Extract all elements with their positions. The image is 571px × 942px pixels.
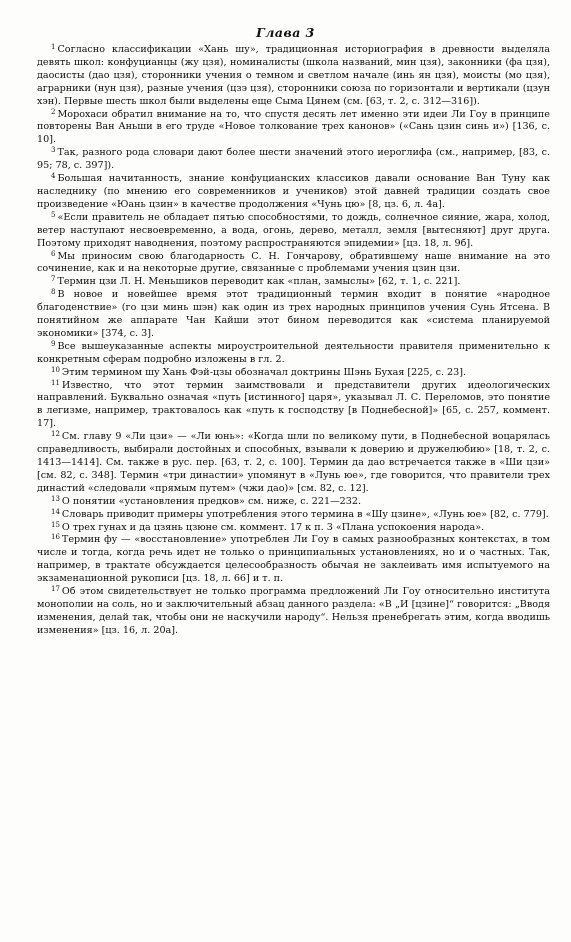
footnote-number: 9: [51, 339, 56, 348]
footnote: [37, 276, 550, 289]
footnote-number: 6: [51, 249, 56, 258]
footnote-number: 13: [51, 494, 60, 503]
footnote: [37, 341, 550, 367]
footnote-number: 7: [51, 275, 56, 284]
footnote: [37, 147, 550, 173]
footnote-number: 11: [51, 378, 60, 387]
footnote: [37, 44, 550, 109]
footnote: [37, 509, 550, 522]
footnote-text: О понятии «установления предков» см. ниже, с. 221—232.: [61, 495, 362, 507]
footnote-number: 12: [51, 430, 60, 439]
footnote-number: 1: [51, 43, 56, 51]
footnote-text: О трех гунах и да цзянь цзюне см. коммент. 17 к п. 3 «Плана успокоения народа».: [61, 521, 485, 533]
footnote: [37, 496, 550, 509]
footnote-text: Термин фу — «восстановление» употреблен Ли Гоу в самых разнообразных контекстах, в том числе и тогда, когда речь идет не только о принципиальных установлениях, но и о частных. Так, например, в трактате обсуждается целесообразность обычая не заклеивать имя испытуемого на экзаменационной рукописи [цз. 18, л. 66] и т. п.: [37, 534, 550, 585]
footnote-text: Согласно классификации «Хань шу», традиционная историография в древности выделяла девять школ: конфуцианцы (жу цзя), номиналисты (школа названий, мин цзя), законники (фа цзя), даосисты (дао цзя), сторонники учения о темном и светлом начале (инь ян цзя), моисты (мо цзя), аграрники (нун цзя), разные учения (цзэ цзя), сторонники союза по горизонтали и вертикали (цзун хэн). Первые шесть школ были выделены еще Сыма Цянем (см. [63, т. 2, с. 312—316]).: [37, 44, 550, 107]
footnotes-list: [37, 44, 550, 638]
footnote-number: 4: [51, 172, 56, 181]
footnote-number: 5: [51, 210, 56, 219]
footnote-number: 16: [51, 533, 60, 542]
footnote-text: Этим термином шу Хань Фэй-цзы обозначал доктрины Шэнь Бухая [225, с. 23].: [61, 366, 467, 378]
footnote-number: 14: [51, 507, 60, 516]
footnote-text: Словарь приводит примеры употребления этого термина в «Шу цзине», «Лунь юе» [82, с. 779].: [61, 508, 549, 520]
footnote-text: См. главу 9 «Ли цзи» — «Ли юнь»: «Когда шли по великому пути, в Поднебесной воцарялась справедливость, выбирали достойных и способных, взывали к доверию и дружелюбию» [18, т. 2, с. 1413—1414]. См. также в рус. пер. [63, т. 2, с. 100]. Термин да дао встречается также в «Ши цзи» [см. 82, с. 348]. Термин «три династии» упомянут в «Лунь юе», где говорится, что правители трех династий «следовали «прямым путем» (чжи дао)» [см. 82, с. 12].: [37, 431, 550, 494]
footnote-number: 15: [51, 520, 60, 529]
footnote-text: Известно, что этот термин заимствовали и представители других идеологических направлений. Буквально означая «путь [истинного] царя», указывал Л. С. Переломов, это понятие в легизме, например, трактовалось как «путь к господству [в Поднебесной]» [65, с. 257, коммент. 17].: [37, 379, 550, 430]
footnote-text: «Если правитель не обладает пятью способностями, то дождь, солнечное сияние, жара, холод, ветер наступают несвоевременно, а вода, огонь, дерево, металл, земля [вытесняют] друг друга. Поэтому приходят наводнения, поэтому распространяются эпидемии» [цз. 18, л. 9б].: [37, 211, 550, 249]
footnote: [37, 367, 550, 380]
footnote: [37, 586, 550, 638]
footnote: [37, 534, 550, 586]
footnote-number: 8: [51, 288, 56, 297]
footnote-number: 2: [51, 107, 56, 116]
footnote-text: Так, разного рода словари дают более шести значений этого иероглифа (см., например, [83, с. 95; 78, с. 397]).: [37, 147, 550, 172]
footnote-number: 10: [51, 365, 60, 374]
footnote-text: Об этом свидетельствует не только программа предложений Ли Гоу относительно института монополии на соль, но и заключительный абзац данного раздела: «В „И [цзине]“ говорится: „Вводя изменения, делай так, чтобы они не наскучили народу“. Нельзя пренебрегать этим, когда вводишь изменения» [цз. 16, л. 20а].: [37, 586, 550, 636]
footnote: [37, 109, 550, 148]
footnote-text: Термин цзи Л. Н. Меньшиков переводит как «план, замыслы» [62, т. 1, с. 221].: [57, 276, 461, 288]
footnote-number: 3: [51, 146, 56, 155]
footnote: [37, 251, 550, 277]
footnote: [37, 522, 550, 535]
footnote-text: В новое и новейшее время этот традиционный термин входит в понятие «народное благоденствие» (го цзи минь шэн) как один из трех народных принципов учения Сунь Ятсена. В понятийном же аппарате Чан Кайши этот бином переводится как «система планируемой экономики» [374, с. 3].: [37, 289, 550, 339]
footnote: [37, 431, 550, 496]
footnote-text: Мы приносим свою благодарность С. Н. Гончарову, обратившему наше внимание на это сочинение, как и на некоторые другие, связанные с проблемами учения цзин цзи.: [37, 250, 550, 275]
footnote: [37, 212, 550, 251]
running-header: Глава 3: [256, 25, 315, 40]
footnote-number: 17: [51, 585, 60, 594]
footnote: [37, 173, 550, 212]
footnote-text: Большая начитанность, знание конфуцианских классиков давали основание Ван Туну как наследнику (по мнению его современников и учеников) этой давней традиции создать свое произведение «Юань цзин» в качестве продолжения «Чунь цю» [8, цз. 6, л. 4а].: [37, 173, 550, 210]
footnote: [37, 289, 550, 341]
footnote-text: Морохаси обратил внимание на то, что спустя десять лет именно эти идеи Ли Гоу в принципе повторены Ван Аньши в его труде «Новое толкование трех канонов» («Сань цзин синь и») [136, с. 10].: [37, 108, 550, 146]
footnote: [37, 380, 550, 432]
footnote-text: Все вышеуказанные аспекты мироустроительной деятельности правителя применительно к конкретным сферам подробно изложены в гл. 2.: [37, 340, 550, 365]
